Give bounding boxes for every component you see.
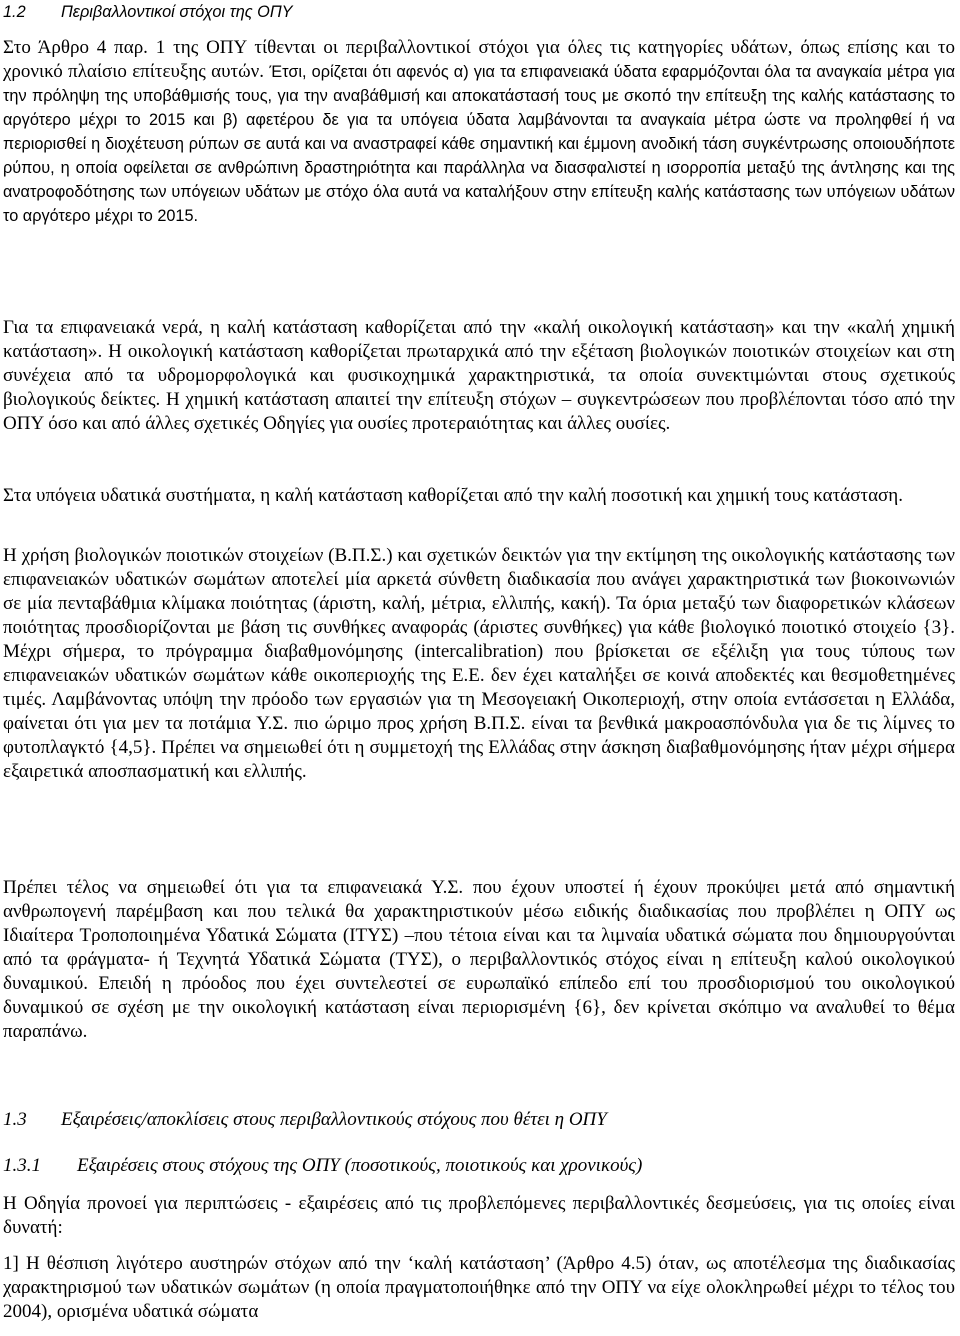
section-heading-1-2 <box>3 0 293 24</box>
section-number: 1.3.1 <box>3 1155 41 1176</box>
section-title: Εξαιρέσεις στους στόχους της ΟΠΥ (ποσοτικούς, ποιοτικούς και χρονικούς) <box>77 1155 643 1176</box>
paragraph-environmental-objectives <box>3 36 955 228</box>
paragraph-exemption-1: 1] Η θέσπιση λιγότερο αυστηρών στόχων από την ‘καλή κατάσταση’ (Άρθρο 4.5) όταν, ως αποτέλεσμα της διαδικασίας χαρακτηρισμού των υδατικών σωμάτων (η οποία πραγματοποιήθηκε από την ΟΠΥ να είχε ολοκληρωθεί μέχρι το τέλος του 2004), ορισμένα υδατικά σώματα <box>3 1253 955 1322</box>
paragraph-modified-water-bodies: Πρέπει τέλος να σημειωθεί ότι για τα επιφανειακά Υ.Σ. που έχουν υποστεί ή έχουν προκύψει μετά από σημαντική ανθρωπογενή παρέμβαση και που τελικά θα χαρακτηριστικούν μέσω ειδικής διαδικασίας που προβλέπει η ΟΠΥ ως Ιδιαίτερα Τροποποιημένα Υδατικά Σώματα (ΙΤΥΣ) –που τέτοια είναι και τα λιμναία υδατικά σώματα που δημιουργούνται από τα φράγματα- ή Τεχνητά Υδατικά Σώματα (ΤΥΣ), ο περιβαλλοντικός στόχος είναι η επίτευξη καλού οικολογικού δυναμικού. Επειδή η πρόοδος που έχει συντελεστεί σε ευρωπαϊκό επίπεδο επί του προσδιορισμού του οικολογικού δυναμικού σε σχέση με την οικολογική κατάσταση είναι περιορισμένη {6}, δεν κρίνεται σκόπιμο να αναλυθεί το θέμα παραπάνω. <box>3 877 955 1042</box>
paragraph-exemptions-intro: Η Οδηγία προνοεί για περιπτώσεις - εξαιρέσεις από τις προβλεπόμενες περιβαλλοντικές δεσμεύσεις, για τις οποίες είναι δυνατή: <box>3 1193 955 1238</box>
section-number: 1.3 <box>3 1109 27 1130</box>
paragraph-text: Στο Άρθρο 4 παρ. 1 της ΟΠΥ τίθενται οι περιβαλλοντικοί στόχοι για όλες τις κατηγορίες υδάτων, όπως επίσης και το χρονικό πλαίσιο επίτευξης αυτών. <box>3 37 955 82</box>
paragraph-surface-waters: Για τα επιφανειακά νερά, η καλή κατάσταση καθορίζεται από την «καλή οικολογική κατάσταση» και την «καλή χημική κατάσταση». Η οικολογική κατάσταση καθορίζεται πρωταρχικά από την εξέταση βιολογικών ποιοτικών στοιχείων και στη συνέχεια από τα υδρομορφολογικά και φυσικοχημικά χαρακτηριστικά, τα οποία συνεκτιμώνται στους σχετικούς βιολογικούς δείκτες. Η χημική κατάσταση απαιτεί την επίτευξη στόχων – συγκεντρώσεων που προβλέπονται τόσο από την ΟΠΥ όσο και από άλλες σχετικές Οδηγίες για ουσίες προτεραιότητας και άλλες ουσίες. <box>3 317 955 434</box>
section-heading-1-3-1 <box>3 1154 642 1178</box>
paragraph-biological-elements: Η χρήση βιολογικών ποιοτικών στοιχείων (Β.Π.Σ.) και σχετικών δεικτών για την εκτίμηση της οικολογικής κατάστασης των επιφανειακών υδατικών σωμάτων αποτελεί μία αρκετά σύνθετη διαδικασία που ανάγει χαρακτηριστικά των βιοκοινωνιών σε μία πενταβάθμια κλίμακα ποιότητας (άριστη, καλή, μέτρια, ελλιπής, κακή). Τα όρια μεταξύ των διαφορετικών κλάσεων ποιότητας προσδιορίζονται με βάση τις συνθήκες αναφοράς (άριστες συνθήκες) για κάθε βιολογικό ποιοτικό στοιχείο {3}. Μέχρι σήμερα, το πρόγραμμα διαβαθμονόμησης (intercalibration) που βρίσκεται σε εξέλιξη για τους τύπους των επιφανειακών υδατικών σωμάτων κάθε οικοπεριοχής της Ε.Ε. δεν έχει καταλήξει σε κοινά αποδεκτές και θεσμοθετημένες τιμές. Λαμβάνοντας υπόψη την πρόοδο των εργασιών για τη Μεσογειακή Οικοπεριοχή, στην οποία εντάσσεται η Ελλάδα, φαίνεται ότι για μεν τα ποτάμια Υ.Σ. πιο ώριμο προς χρήση Β.Π.Σ. είναι τα βενθικά μακροασπόνδυλα για δε τις λίμνες το φυτοπλαγκτό {4,5}. Πρέπει να σημειωθεί ότι η συμμετοχή της Ελλάδας στην άσκηση διαβαθμονόμησης ήταν μέχρι σήμερα εξαιρετικά αποσπασματική και ελλιπής. <box>3 545 955 782</box>
section-heading-1-3 <box>3 1108 607 1132</box>
section-title: Εξαιρέσεις/αποκλίσεις στους περιβαλλοντικούς στόχους που θέτει η ΟΠΥ <box>61 1109 607 1130</box>
section-number: 1.2 <box>3 3 26 21</box>
paragraph-groundwater: Στα υπόγεια υδατικά συστήματα, η καλή κατάσταση καθορίζεται από την καλή ποσοτική και χημική τους κατάσταση. <box>3 485 903 506</box>
paragraph-text-sans: Έτσι, ορίζεται ότι αφενός α) για τα επιφανειακά ύδατα εφαρμόζονται όλα τα αναγκαία μέτρα για την πρόληψη της υποβάθμισής τους, για την αναβάθμισή και αποκατάστασή τους με σκοπό την επίτευξη της καλής κατάστασης το αργότερο μέχρι το 2015 και β) αφετέρου δε για τα υπόγεια ύδατα λαμβάνονται τα αναγκαία μέτρα ώστε να προληφθεί ή να περιορισθεί η διοχέτευση ρύπων σε αυτά και να αναστραφεί κάθε σημαντική και έμμονη ανοδική τάση συγκέντρωσης οποιουδήποτε ρύπου, η οποία οφείλεται σε ανθρώπινη δραστηριότητα και παράλληλα να διασφαλιστεί η ισορροπία μεταξύ της άντλησης και της ανατροφοδότησης των υπόγειων υδάτων με στόχο όλα αυτά να καταλήξουν στην επίτευξη καλής κατάστασης των υπόγειων υδάτων το αργότερο μέχρι το 2015. <box>3 63 956 225</box>
section-title: Περιβαλλοντικοί στόχοι της ΟΠΥ <box>61 3 293 21</box>
